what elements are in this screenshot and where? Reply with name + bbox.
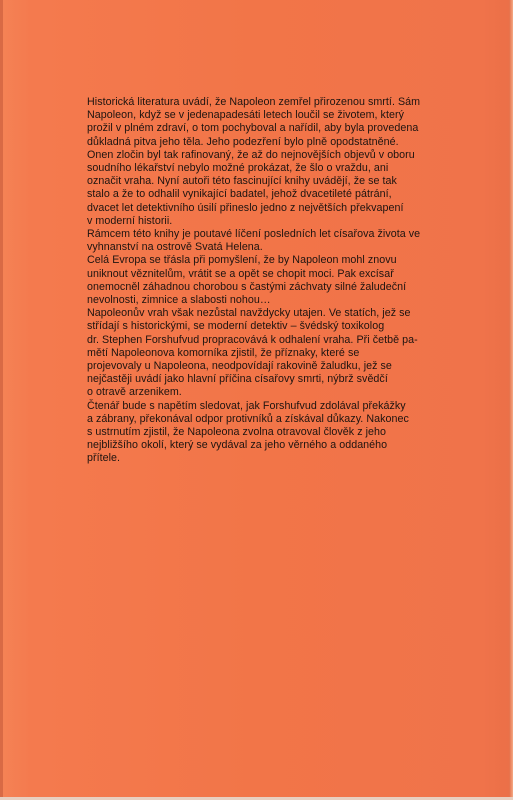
blurb-paragraph-4: Napoleonův vrah však nezůstal navždycky utajen. Ve statích, jež se střídají s historickými, se moderní detektiv – švédský toxikolog dr. Stephen Forshufvud propracovává k odhalení vraha. Při četbě pa- mětí Napoleonova komorníka zjistil, že příznaky, které se projevovaly u Napoleona, neodpovídají rakovině žaludku, jež se nejčastěji uvádí jako hlavní příčina císařovy smrti, nýbrž svědčí o otravě arzenikem. xyxy=(87,307,418,399)
cover-left-edge xyxy=(0,0,3,800)
blurb-paragraph-3: Celá Evropa se třásla při pomyšlení, že by Napoleon mohl znovu uniknout věznitelům, vrátit se a opět se chopit moci. Pak excísař onemocněl záhadnou chorobou s častými záchvaty silné žaludeční nevolnosti, zimnice a slabosti nohou… xyxy=(87,254,407,307)
blurb-paragraph-1: Historická literatura uvádí, že Napoleon zemřel přirozenou smrtí. Sám Napoleon, když se v jedenapadesáti letech loučil se životem, který prožil v plném zdraví, o tom pochyboval a nařídil, aby byla provedena důkladná pitva jeho těla. Jeho podezření bylo plně opodstatněné. Onen zločin byl tak rafinovaný, že až do nejnovějších objevů v oboru soudního lékařství nebylo možné prokázat, že šlo o vraždu, ani označit vraha. Nyní autoři této fascinující knihy uvádějí, že se tak stalo a že to odhalil vynikající badatel, jehož dvacetileté pátrání, dvacet let detektivního úsilí přineslo jedno z největších překvapení v moderní historii. xyxy=(87,96,421,227)
blurb-paragraph-2: Rámcem této knihy je poutavé líčení posledních let císařova života ve vyhnanství na ostrově Svatá Helena. xyxy=(87,228,421,254)
blurb-text xyxy=(87,96,437,466)
blurb-paragraph-5: Čtenář bude s napětím sledovat, jak Forshufvud zdolával překážky a zábrany, překonával odpor protivníků a získával důkazy. Nakonec s ustrnutím zjistil, že Napoleona zvolna otravoval člověk z jeho nejbližšího okolí, který se vydával za jeho věrného a oddaného přítele. xyxy=(87,399,409,465)
cover-right-edge xyxy=(509,0,513,800)
